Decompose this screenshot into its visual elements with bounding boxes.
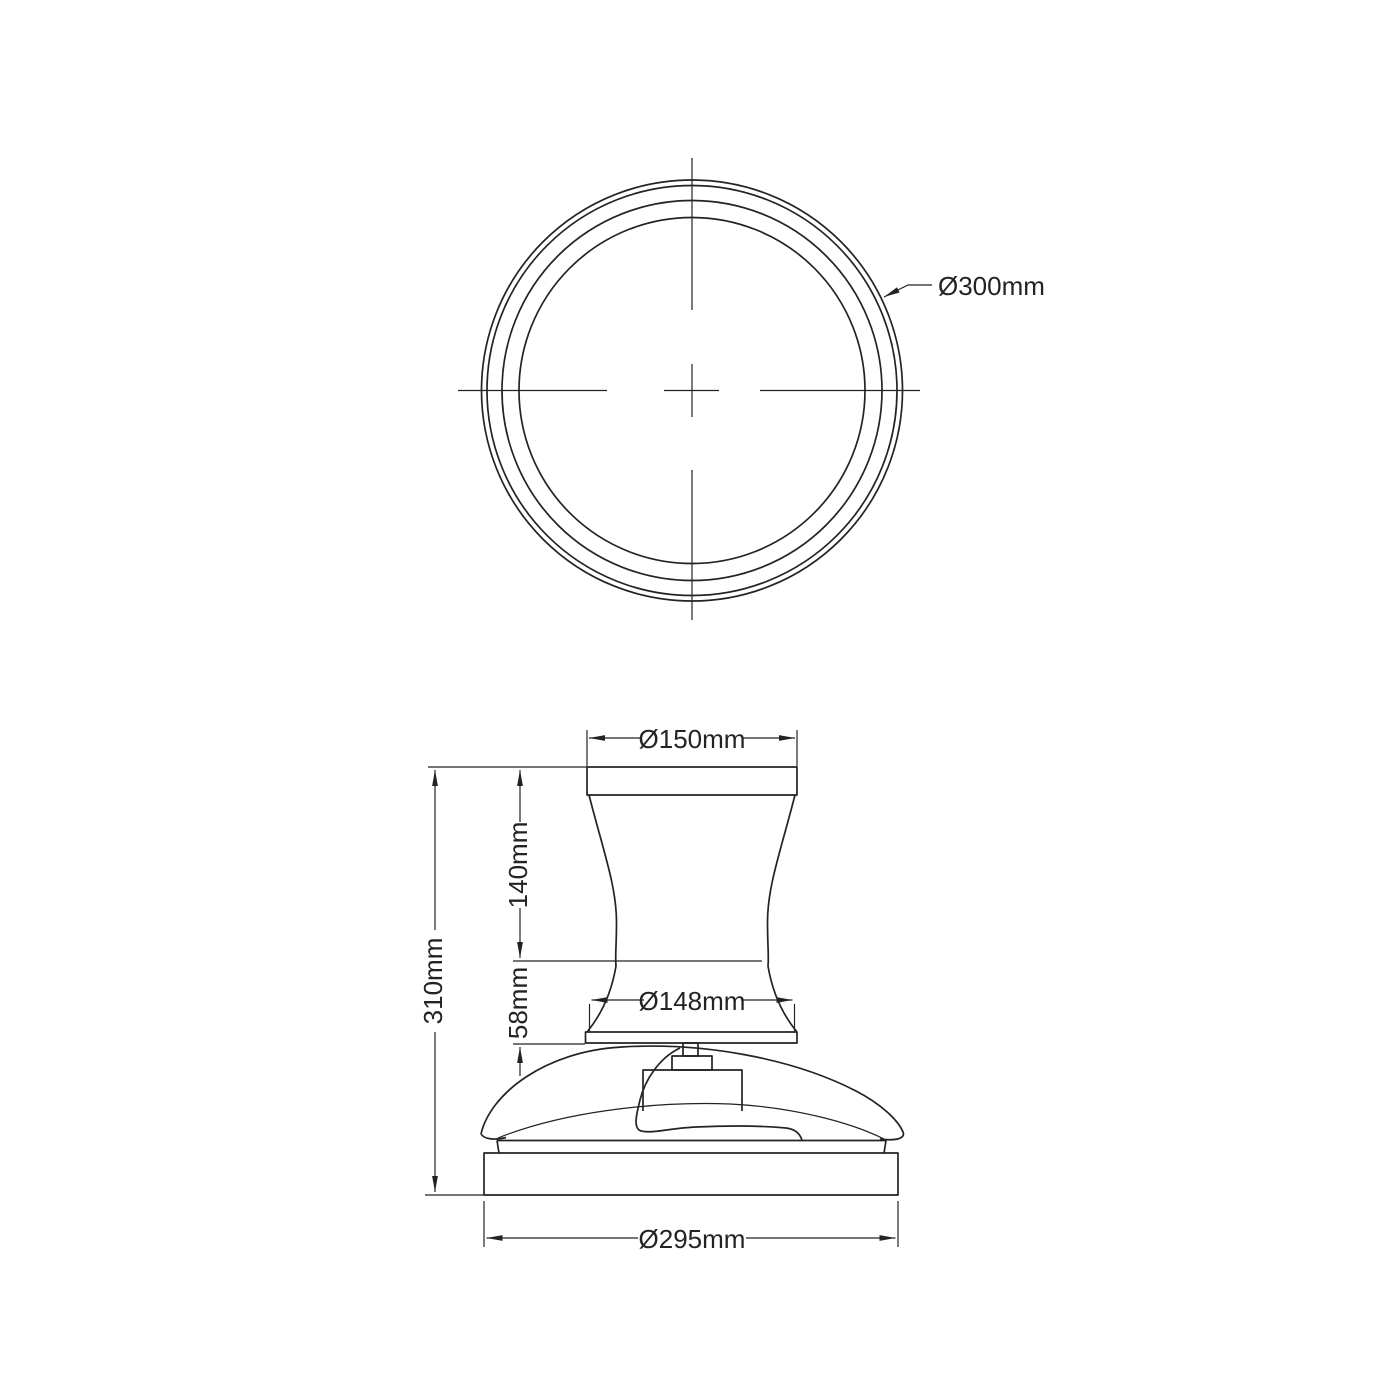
motor-mount [643,1043,742,1111]
bell-height-label: 58mm [503,966,533,1040]
dim-outer-diameter [884,271,1045,301]
mount-step [672,1056,712,1070]
canopy-diameter-label: Ø150mm [638,724,746,754]
fan-blades [481,1046,903,1140]
body-right-curve [768,795,797,1032]
outer-diameter-label: Ø300mm [938,271,1045,301]
overall-height-label: 310mm [418,937,448,1025]
band-left-edge [497,1141,499,1154]
neck-height-label: 140mm [503,821,533,909]
dim-bell-height [503,967,585,1076]
ceiling-canopy [587,767,797,795]
side-view [418,724,903,1254]
centerlines [458,158,920,620]
mount-base [484,1153,898,1195]
base-diameter-label: Ø295mm [638,1224,746,1254]
inner-blade-arc [498,1104,884,1139]
top-view [458,158,1045,620]
leader-line [884,285,932,297]
stem [683,1043,698,1056]
blade-dome-outline [481,1046,903,1140]
dim-canopy-diameter [587,724,797,766]
dim-neck-height [503,770,762,961]
band-right-edge [884,1141,886,1154]
bell-diameter-label: Ø148mm [638,986,746,1016]
bell-rim [586,1032,798,1043]
dim-bell-diameter [590,986,795,1031]
body-left-curve [588,795,617,1032]
light-band [497,1141,886,1154]
dim-base-diameter [484,1201,898,1254]
